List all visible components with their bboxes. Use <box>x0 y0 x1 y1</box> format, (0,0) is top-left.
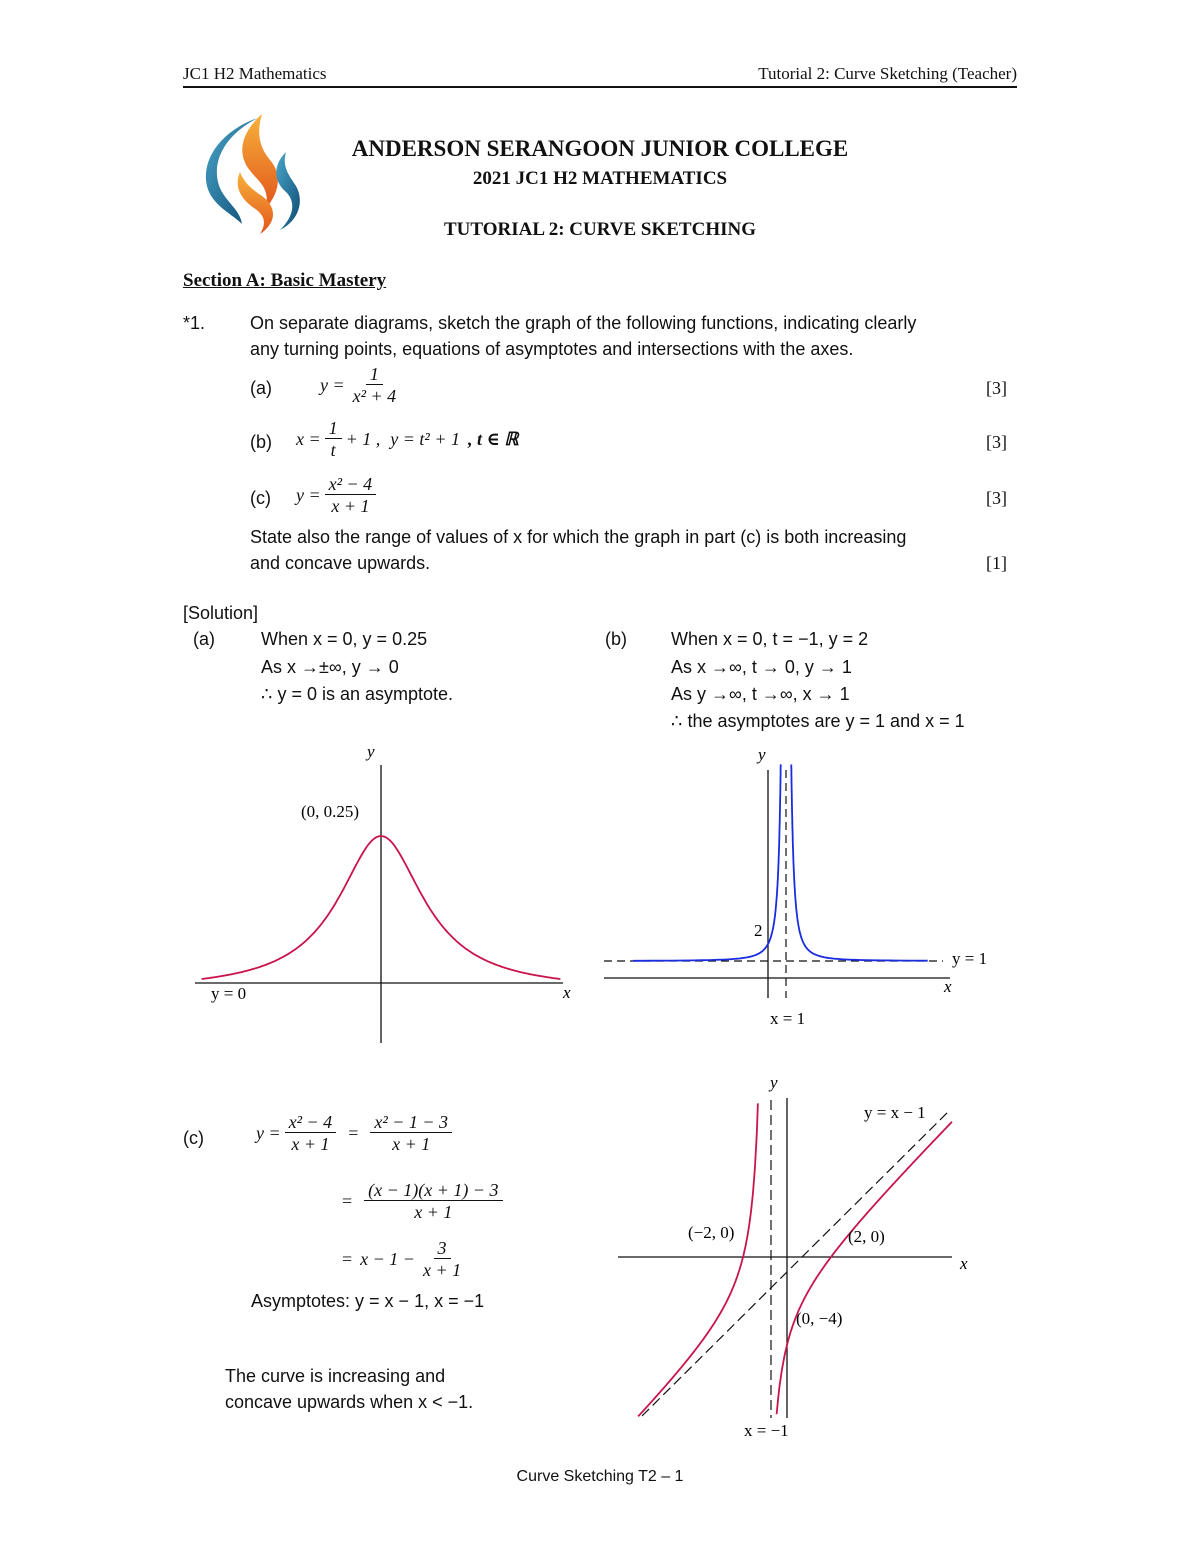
part-a-marks: [3] <box>986 378 1007 398</box>
graph-c-asym-oblique <box>642 1110 950 1416</box>
part-c-equation <box>296 474 380 517</box>
section-heading: Section A: Basic Mastery <box>183 270 387 291</box>
graph-a-point-label: (0, 0.25) <box>301 802 360 821</box>
sol-b-line-3: As y →∞, t →∞, x → 1 <box>671 684 850 704</box>
sol-c-f3-num: (x − 1)(x + 1) − 3 <box>364 1180 502 1201</box>
part-c-num: x² − 4 <box>325 474 377 495</box>
graph-b-asym-v-label: x = 1 <box>770 1009 806 1028</box>
part-c-den: x + 1 <box>331 496 370 516</box>
graph-c-point-1: (−2, 0) <box>688 1223 735 1242</box>
sol-c-f4-den: x + 1 <box>422 1260 462 1280</box>
sol-c-f4-num: 3 <box>434 1238 451 1259</box>
graph-c-asym-v-label: x = −1 <box>744 1421 789 1440</box>
part-a-den: x² + 4 <box>352 386 397 406</box>
graph-b <box>598 740 988 1035</box>
graph-c-curve-right <box>777 1122 952 1414</box>
header-right: Tutorial 2: Curve Sketching (Teacher) <box>758 64 1017 83</box>
sol-c-f3-den: x + 1 <box>414 1202 453 1222</box>
solution-tag: [Solution] <box>183 603 259 623</box>
sol-a-line-1: When x = 0, y = 0.25 <box>261 629 428 649</box>
sol-a-line-2: As x →±∞, y → 0 <box>261 657 399 677</box>
page-footer: Curve Sketching T2 – 1 <box>516 1468 684 1485</box>
graph-a-y-label: y <box>367 742 375 761</box>
graph-a-x-label: x <box>563 983 571 1002</box>
graph-c-point-3: (0, −4) <box>796 1309 843 1328</box>
graph-b-x-label: x <box>944 977 952 996</box>
sol-a-line-3: ∴ y = 0 is an asymptote. <box>261 684 454 704</box>
sol-c-eq-1: = <box>348 1123 359 1143</box>
part-c-marks: [3] <box>986 488 1007 508</box>
part-b-marks: [3] <box>986 432 1007 452</box>
part-b-num: 1 <box>325 418 342 439</box>
part-a-equation <box>320 364 404 407</box>
course-title: 2021 JC1 H2 MATHEMATICS <box>472 168 728 189</box>
part-a-lhs: y = <box>320 375 345 395</box>
sol-c-conclusion-1: The curve is increasing and <box>225 1366 446 1386</box>
question-line-2: any turning points, equations of asymptotes and intersections with the axes. <box>250 339 854 359</box>
graph-c-oblique-label: y = x − 1 <box>864 1103 926 1122</box>
header-rule <box>183 86 1017 88</box>
graph-a <box>195 735 590 1050</box>
state-marks: [1] <box>986 553 1007 573</box>
tutorial-title: TUTORIAL 2: CURVE SKETCHING <box>443 219 756 240</box>
part-b-x-lhs: x = <box>296 429 321 449</box>
sol-c-step3-text: x − 1 − <box>360 1249 415 1269</box>
sol-c-step-2 <box>342 1180 507 1223</box>
header-left: JC1 H2 Mathematics <box>183 64 327 83</box>
graph-b-y-label: y <box>758 745 766 764</box>
graph-c <box>610 1070 990 1450</box>
graph-b-curve <box>633 764 928 960</box>
part-b-x-rest: + 1 , <box>345 429 381 449</box>
part-a-label: (a) <box>250 378 272 398</box>
sol-c-step-3 <box>342 1238 469 1281</box>
part-b-y: y = t² + 1 <box>390 429 460 449</box>
sol-c-label: (c) <box>183 1128 204 1148</box>
sol-c-asymptotes: Asymptotes: y = x − 1, x = −1 <box>251 1291 485 1311</box>
sol-c-f1-den: x + 1 <box>291 1134 330 1154</box>
sol-b-label: (b) <box>605 629 627 649</box>
sol-c-eq-3: = <box>342 1249 353 1269</box>
sol-c-conclusion-2: concave upwards when x < −1. <box>225 1392 474 1412</box>
school-name: ANDERSON SERANGOON JUNIOR COLLEGE <box>351 136 849 161</box>
sol-b-line-1: When x = 0, t = −1, y = 2 <box>671 629 869 649</box>
part-c-label: (c) <box>250 488 271 508</box>
part-b-label: (b) <box>250 432 272 452</box>
part-b-equation <box>296 418 519 461</box>
part-b-t: , t ∈ ℝ <box>467 429 519 449</box>
state-line-2: and concave upwards. <box>250 553 431 573</box>
part-c-lhs: y = <box>296 485 321 505</box>
sol-c-step-1 <box>256 1112 456 1155</box>
sol-b-line-4: ∴ the asymptotes are y = 1 and x = 1 <box>671 711 965 731</box>
sol-c-f2-num: x² − 1 − 3 <box>370 1112 452 1133</box>
part-b-den: t <box>330 440 336 460</box>
sol-c-f2-den: x + 1 <box>392 1134 431 1154</box>
sol-a-label: (a) <box>193 629 215 649</box>
sol-c-eq-2: = <box>342 1191 353 1211</box>
graph-c-x-label: x <box>960 1254 968 1273</box>
sol-c-lhs: y = <box>256 1123 281 1143</box>
question-number: *1. <box>183 313 206 333</box>
graph-c-point-2: (2, 0) <box>848 1227 885 1246</box>
part-a-num: 1 <box>366 364 383 385</box>
graph-c-y-label: y <box>770 1073 778 1092</box>
graph-c-curve-left <box>638 1103 758 1416</box>
sol-b-line-2: As x →∞, t → 0, y → 1 <box>671 657 852 677</box>
question-line-1: On separate diagrams, sketch the graph of the following functions, indicating clearly <box>250 313 917 333</box>
sol-c-f1-num: x² − 4 <box>285 1112 337 1133</box>
graph-b-point-label: 2 <box>754 921 763 940</box>
graph-b-asym-h-label: y = 1 <box>952 949 988 968</box>
state-line-1: State also the range of values of x for which the graph in part (c) is both increasing <box>250 527 907 547</box>
graph-a-asym-label: y = 0 <box>211 984 247 1003</box>
